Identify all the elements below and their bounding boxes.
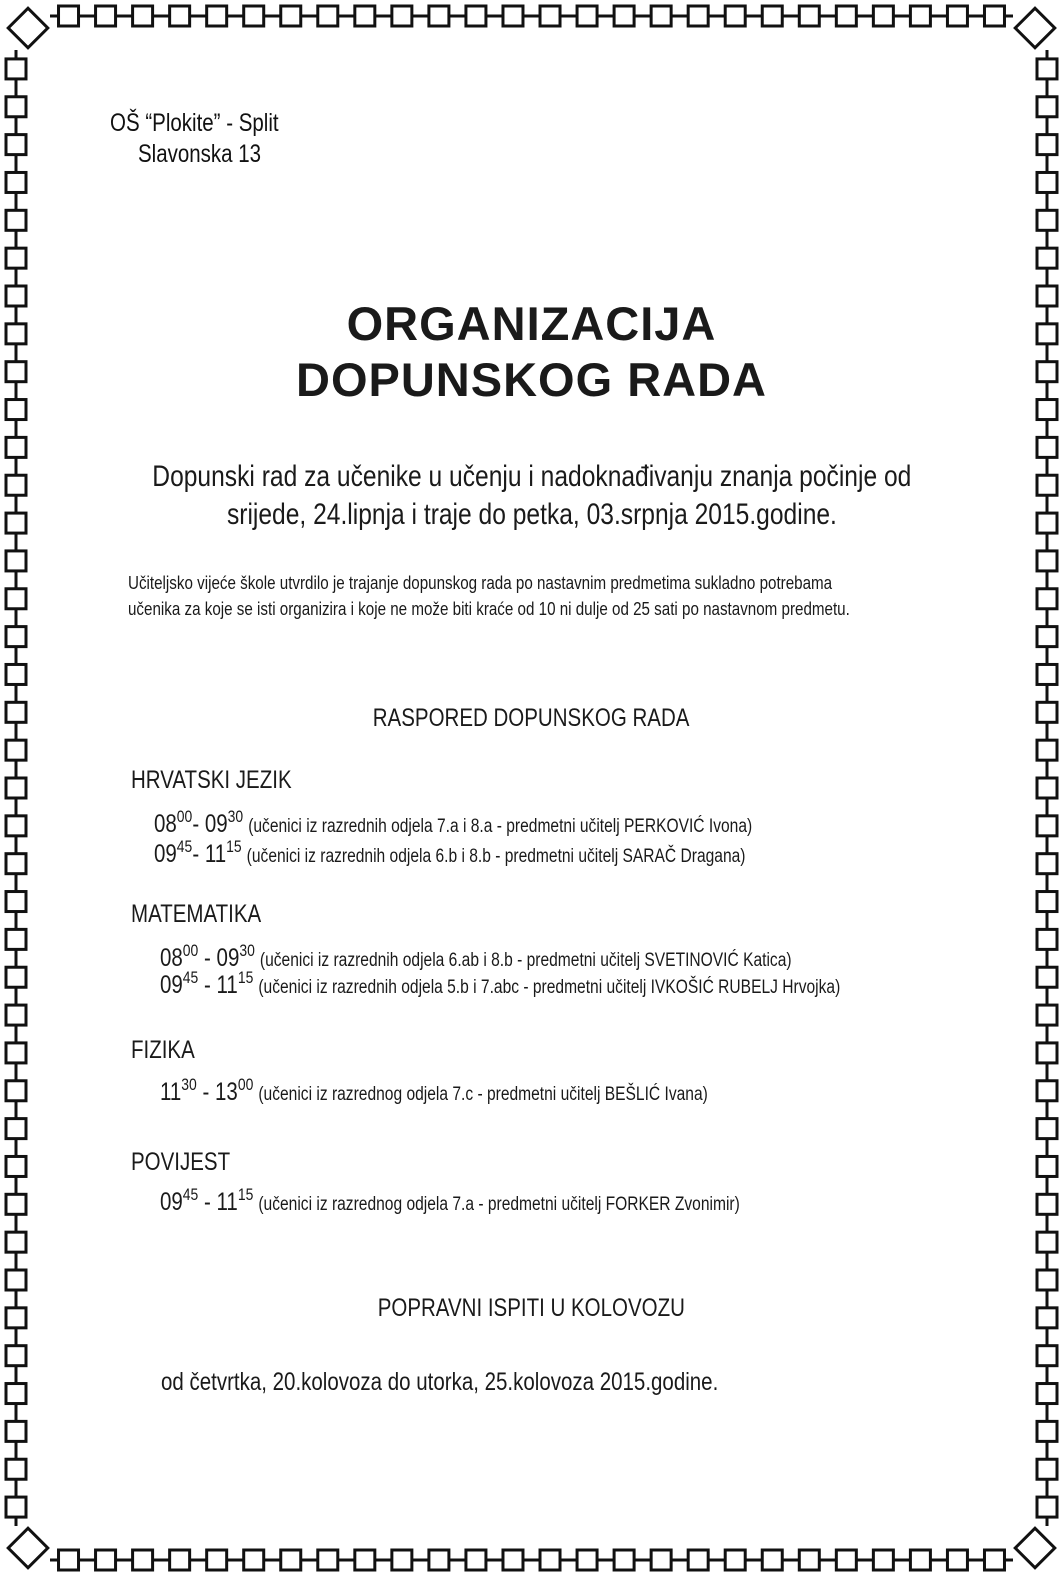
page-title (0, 296, 1063, 408)
title-line-1: ORGANIZACIJA (346, 297, 717, 350)
schedule-heading: RASPORED DOPUNSKOG RADA (373, 704, 690, 732)
start-hour: 09 (154, 840, 177, 868)
row-description: (učenici iz razrednih odjela 5.b i 7.abc - predmetni učitelj IVKOŠIĆ RUBELJ Hrvojka) (258, 977, 841, 998)
start-minute: 45 (182, 1185, 199, 1204)
school-header (110, 108, 316, 170)
start-hour: 09 (160, 971, 183, 999)
start-minute: 00 (176, 807, 193, 826)
end-hour: 09 (216, 944, 240, 972)
schedule-row: $08^{00} - 09^{30}$ (učenici iz razrednih odjela 6.ab i 8.b - predmetni učitelj SVETINOVIĆ Katica) (160, 941, 792, 972)
end-minute: 15 (226, 837, 242, 856)
start-hour: 11 (160, 1078, 182, 1106)
start-hour: 09 (160, 1188, 183, 1216)
subject-title: HRVATSKI JEZIK (131, 766, 292, 794)
end-hour: 13 (215, 1078, 238, 1106)
intro-text (0, 458, 1063, 534)
start-minute: 45 (182, 968, 199, 987)
end-minute: 00 (237, 1075, 254, 1094)
end-minute: 15 (237, 1185, 254, 1204)
schedule-row: $09^{45}-$ $11^{15}$ (učenici iz razrednih odjela 6.b i 8.b - predmetni učitelj SARAČ Dragana) (154, 837, 746, 868)
school-name: OŠ “Plokite” - Split (110, 109, 279, 137)
intro-line-1: Dopunski rad za učenike u učenju i nadoknađivanju znanja počinje od (151, 460, 912, 493)
start-minute: 45 (176, 837, 193, 856)
schedule-row: $11^{30} - 13^{00}$ (učenici iz razrednog odjela 7.c - predmetni učitelj BEŠLIĆ Ivana) (160, 1075, 708, 1106)
row-description: (učenici iz razrednih odjela 7.a i 8.a - predmetni učitelj PERKOVIĆ Ivona) (248, 816, 753, 837)
start-minute: 30 (181, 1075, 197, 1094)
schedule-row: $09^{45} - 11^{15}$ (učenici iz razrednog odjela 7.a - predmetni učitelj FORKER Zvonimir) (160, 1185, 740, 1216)
start-hour: 08 (154, 810, 177, 838)
schedule-row: $09^{45} - 11^{15}$ (učenici iz razrednih odjela 5.b i 7.abc - predmetni učitelj IVKOŠIĆ RUBELJ Hrvojka) (160, 968, 841, 999)
note-line-2: učenika za koje se isti organizira i koje ne može biti kraće od 10 ni dulje od 25 sati po nastavnom predmetu. (128, 598, 850, 619)
end-hour: 09 (204, 810, 228, 838)
start-minute: 00 (182, 941, 199, 960)
title-line-2: DOPUNSKOG RADA (296, 353, 767, 406)
exams-heading: POPRAVNI ISPITI U KOLOVOZU (377, 1294, 686, 1322)
end-minute: 30 (239, 941, 255, 960)
end-hour: 11 (216, 1188, 238, 1216)
end-minute: 30 (227, 807, 244, 826)
start-hour: 08 (160, 944, 183, 972)
end-hour: 11 (204, 840, 227, 868)
row-description: (učenici iz razrednih odjela 6.ab i 8.b - predmetni učitelj SVETINOVIĆ Katica) (259, 950, 792, 971)
subject-title: MATEMATIKA (131, 900, 262, 928)
school-address: Slavonska 13 (138, 140, 262, 168)
intro-line-2: srijede, 24.lipnja i traje do petka, 03.srpnja 2015.godine. (226, 498, 837, 531)
schedule-row: $08^{00}-$ $09^{30}$ (učenici iz razrednih odjela 7.a i 8.a - predmetni učitelj PERKOVIĆ Ivona) (154, 807, 753, 838)
row-description: (učenici iz razrednih odjela 6.b i 8.b - predmetni učitelj SARAČ Dragana) (246, 846, 746, 867)
note-line-1: Učiteljsko vijeće škole utvrdilo je trajanje dopunskog rada po nastavnim predmetima sukladno potrebama (128, 572, 833, 593)
end-hour: 11 (216, 971, 238, 999)
end-minute: 15 (237, 968, 254, 987)
row-description: (učenici iz razrednog odjela 7.c - predmetni učitelj BEŠLIĆ Ivana) (258, 1084, 708, 1105)
subject-title: POVIJEST (131, 1148, 231, 1176)
exams-dates: od četvrtka, 20.kolovoza do utorka, 25.kolovoza 2015.godine. (161, 1368, 719, 1396)
note-text (128, 570, 1063, 622)
row-description: (učenici iz razrednog odjela 7.a - predmetni učitelj FORKER Zvonimir) (258, 1194, 740, 1215)
subject-title: FIZIKA (131, 1036, 195, 1064)
